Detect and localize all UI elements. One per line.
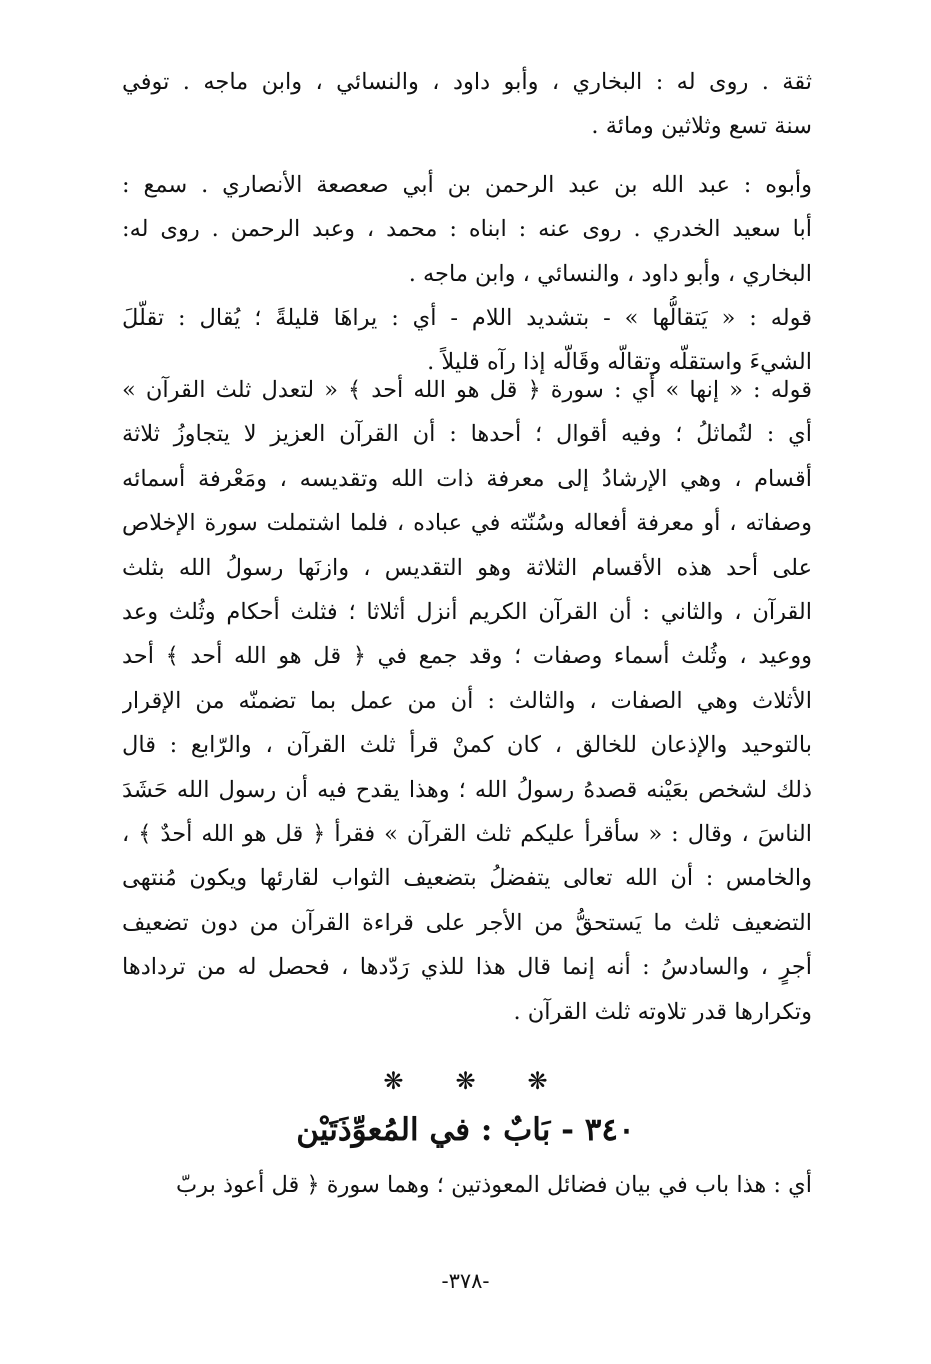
text-line: وأبوه : عبد الله بن عبد الرحمن بن أبي صعصعة الأنصاري . سمع : — [122, 172, 812, 198]
text-line: بالتوحيد والإذعان للخالق ، كان كمنْ قرأ ثلث القرآن ، والرّابع : قال — [122, 732, 812, 759]
text-line: ثقة . روى له : البخاري ، وأبو داود ، والنسائي ، وابن ماجه . توفي — [122, 69, 812, 95]
text-line: أبا سعيد الخدري . روى عنه : ابناه : محمد ، وعبد الرحمن . روى له: — [122, 216, 812, 243]
text-line: ووعيد ، وثُلث أسماء وصفات ؛ وقد جمع في ﴿ قل هو الله أحد ﴾ أحد — [122, 643, 812, 670]
text-line: ذلك لشخص بعَيْنه قصدهُ رسولُ الله ؛ وهذا يقدح فيه أن رسول الله حَشَدَ — [122, 776, 812, 803]
chapter-heading: ٣٤٠ - بَابٌ : في المُعوِّذَتَيْن — [296, 1112, 635, 1148]
text-line: سنة تسع وثلاثين ومائة . — [591, 113, 812, 140]
section-divider — [0, 1066, 931, 1096]
text-line: البخاري ، وأبو داود ، والنسائي ، وابن ماجه . — [408, 260, 812, 287]
text-line: قوله : « يَتقالُّها » - بتشديد اللام - أي : يراهَا قليلةً ؛ يُقال : تقلّلَ — [122, 305, 812, 331]
text-line: أقسام ، وهي الإرشادُ إلى معرفة ذات الله وتقديسه ، ومَعْرفة أسمائه — [122, 465, 812, 492]
text-line: الشيءَ واستقلّه وتقالّه وقَالّه إذا رآه قليلاً . — [427, 349, 812, 376]
text-line: وتكرارها قدر تلاوته ثلث القرآن . — [513, 998, 812, 1025]
text-line: قوله : « إنها » أي : سورة ﴿ قل هو الله أحد ﴾ « لتعدل ثلث القرآن » — [122, 377, 812, 403]
chapter-intro-line: أي : هذا باب في بيان فضائل المعوذتين ؛ وهما سورة ﴿ قل أعوذ بربّ — [176, 1172, 812, 1198]
text-line: أجرٍ ، والسادسُ : أنه إنما قال هذا للذي رَدّدها ، فحصل له من تردادها — [122, 954, 812, 981]
page-number: -٣٧٨- — [441, 1269, 490, 1293]
star-ornament-icon: ❋ — [455, 1067, 476, 1095]
text-line: على أحد هذه الأقسام الثلاثة وهو التقديس ، وازنَها رسولُ الله بثلث — [122, 554, 812, 581]
text-line: الناسَ ، وقال : « سأقرأ عليكم ثلث القرآن » فقرأ ﴿ قل هو الله أحدٌ ﴾ ، — [122, 821, 812, 847]
text-line: التضعيف ثلث ما يَستحقُّ من الأجر على قراءة القرآن من دون تضعيف — [122, 909, 812, 936]
text-line: الأثلاث وهي الصفات ، والثالث : أن من عمل بما تضمنّه من الإقرار — [122, 687, 812, 714]
text-line: وصفاته ، أو معرفة أفعاله وسُنّته في عباده ، فلما اشتملت سورة الإخلاص — [122, 510, 812, 537]
text-line: القرآن ، والثاني : أن القرآن الكريم أنزل أثلاثا ؛ فثلث أحكام وثُلث وعد — [122, 599, 812, 625]
text-line: أي : لتُماثلُ ؛ وفيه أقوال ؛ أحدها : أن القرآن العزيز لا يتجاوزُ ثلاثة — [122, 421, 812, 448]
text-line: والخامس : أن الله تعالى يتفضلُ بتضعيف الثواب لقارئها ويكون مُنتهى — [122, 865, 812, 892]
star-ornament-icon: ❋ — [527, 1067, 548, 1095]
star-ornament-icon: ❋ — [383, 1067, 404, 1095]
